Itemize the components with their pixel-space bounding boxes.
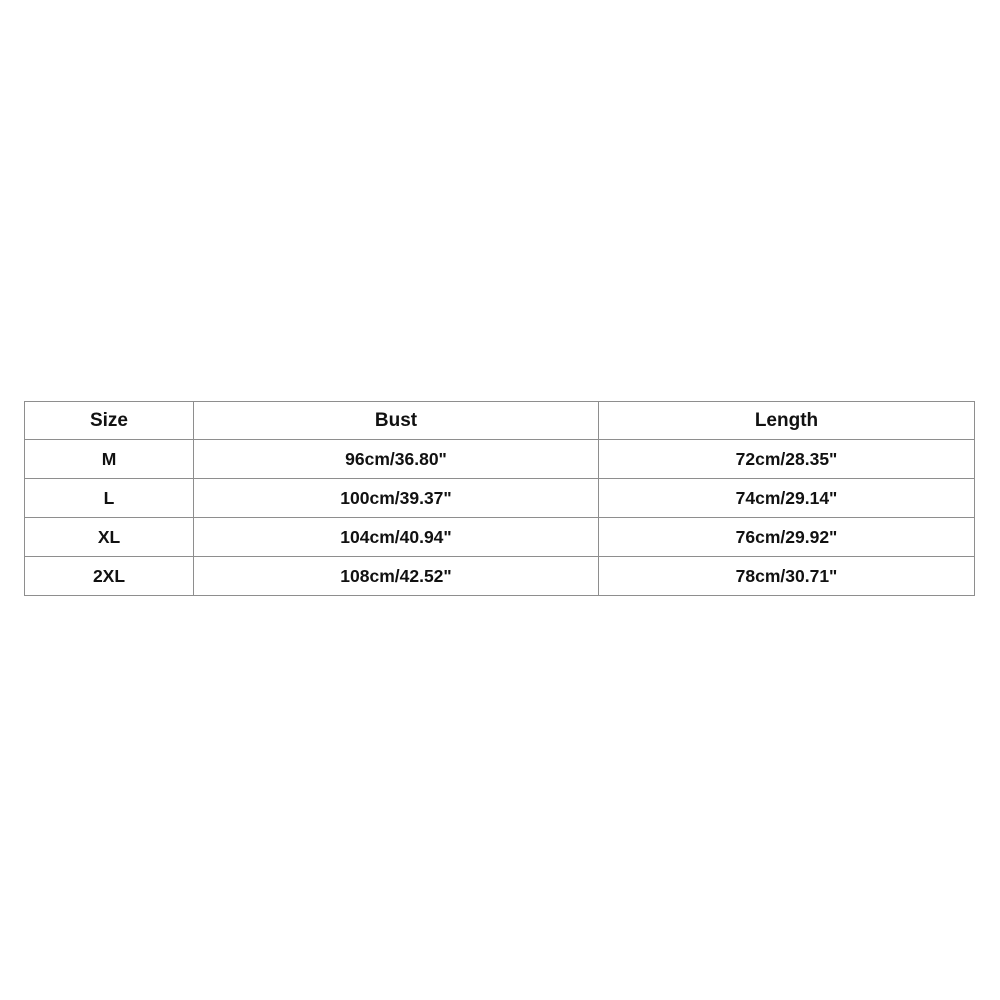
header-cell-length: Length bbox=[599, 402, 975, 440]
table-row bbox=[25, 557, 975, 596]
cell-bust-xl: 104cm/40.94" bbox=[194, 518, 599, 557]
cell-size-l: L bbox=[25, 479, 194, 518]
table-header-row bbox=[25, 402, 975, 440]
cell-size-2xl: 2XL bbox=[25, 557, 194, 596]
header-cell-bust: Bust bbox=[194, 402, 599, 440]
size-chart-table bbox=[24, 401, 975, 596]
cell-length-xl: 76cm/29.92" bbox=[599, 518, 975, 557]
cell-length-m: 72cm/28.35" bbox=[599, 440, 975, 479]
table-row bbox=[25, 518, 975, 557]
cell-length-2xl: 78cm/30.71" bbox=[599, 557, 975, 596]
cell-length-l: 74cm/29.14" bbox=[599, 479, 975, 518]
table-row bbox=[25, 440, 975, 479]
cell-size-m: M bbox=[25, 440, 194, 479]
table-row bbox=[25, 479, 975, 518]
cell-bust-m: 96cm/36.80" bbox=[194, 440, 599, 479]
cell-size-xl: XL bbox=[25, 518, 194, 557]
cell-bust-l: 100cm/39.37" bbox=[194, 479, 599, 518]
cell-bust-2xl: 108cm/42.52" bbox=[194, 557, 599, 596]
header-cell-size: Size bbox=[25, 402, 194, 440]
